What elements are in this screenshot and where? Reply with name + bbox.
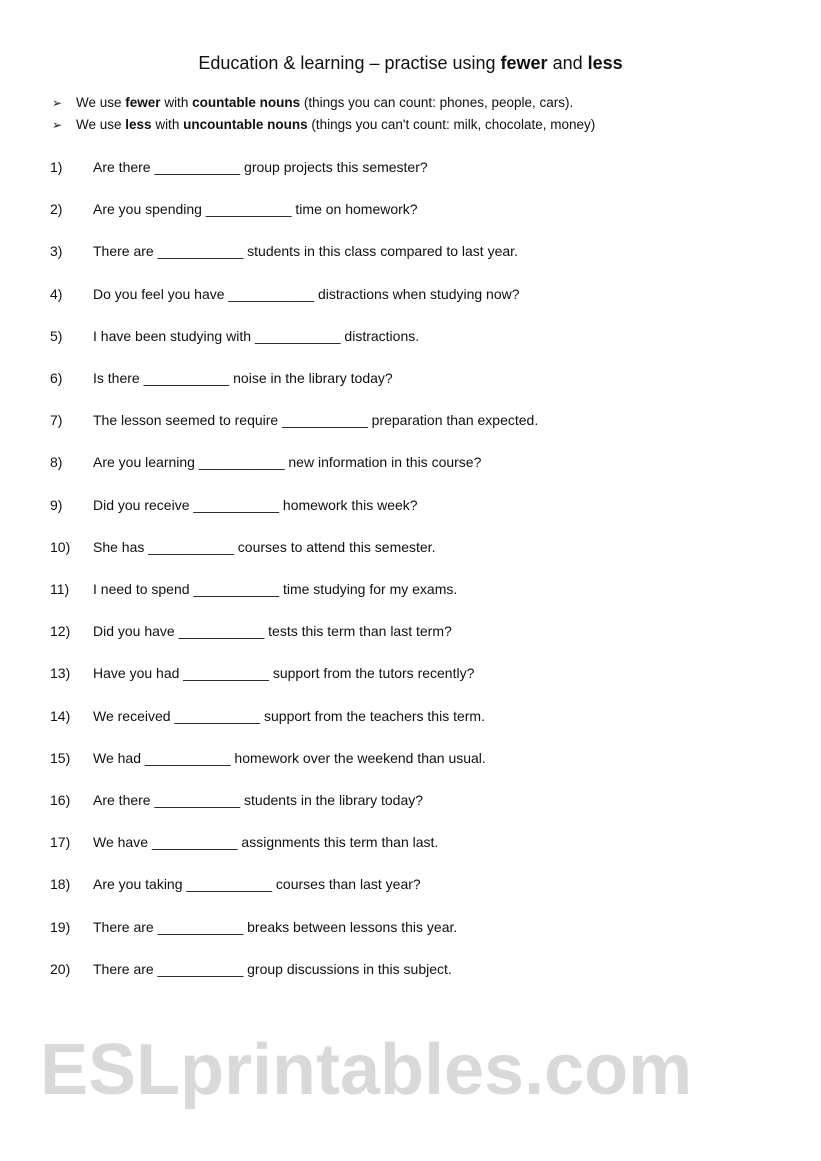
arrow-bullet-icon: ➢	[52, 96, 63, 110]
answer-blank[interactable]: ___________	[186, 876, 273, 893]
question-item	[50, 959, 452, 979]
rule-text: with	[160, 95, 193, 110]
question-number: 20)	[50, 960, 71, 977]
question-text-after: courses to attend this semester.	[233, 538, 436, 555]
question-item	[50, 368, 393, 388]
answer-blank[interactable]: ___________	[174, 707, 261, 724]
rule-text: We use	[76, 95, 126, 110]
rule-text: We use	[76, 117, 126, 132]
answer-blank[interactable]: ___________	[228, 285, 315, 302]
question-item	[50, 832, 438, 852]
question-number: 14)	[50, 707, 71, 724]
question-item	[50, 157, 428, 177]
question-text-after: breaks between lessons this year.	[243, 918, 458, 935]
question-text-after: new information in this course?	[284, 454, 482, 471]
question-number: 18)	[50, 876, 71, 893]
question-text-after: support from the teachers this term.	[260, 707, 485, 724]
answer-blank[interactable]: ___________	[148, 538, 234, 555]
question-text-before: We have	[93, 834, 152, 851]
question-item	[50, 452, 481, 472]
question-number: 2)	[50, 201, 63, 218]
question-number: 7)	[50, 412, 63, 429]
question-item	[50, 199, 418, 219]
question-number: 12)	[50, 623, 71, 640]
question-item	[50, 495, 418, 515]
title-and: and	[547, 53, 588, 73]
question-text-before: The lesson seemed to require	[93, 412, 283, 429]
answer-blank[interactable]: ___________	[205, 201, 292, 218]
rule-noun-type: countable nouns	[192, 95, 301, 110]
question-text-after: tests this term than last term?	[264, 623, 452, 640]
question-number: 4)	[50, 285, 63, 302]
question-text-after: noise in the library today?	[229, 370, 393, 386]
question-number: 3)	[50, 243, 63, 260]
question-text-before: Is there	[93, 370, 144, 386]
question-number: 17)	[50, 834, 71, 851]
question-number: 10)	[50, 538, 71, 555]
question-text-before: Are you spending	[93, 201, 206, 218]
answer-blank[interactable]: ___________	[183, 665, 269, 682]
question-item	[50, 917, 457, 937]
question-number: 8)	[50, 454, 63, 471]
question-text-after: assignments this term than last.	[237, 834, 439, 851]
question-text-before: I have been studying with	[93, 327, 255, 344]
arrow-bullet-icon: ➢	[52, 118, 63, 132]
answer-blank[interactable]: ___________	[193, 581, 280, 597]
question-text-before: Are there	[93, 792, 155, 808]
question-number: 5)	[50, 327, 63, 344]
question-text-after: time on homework?	[291, 201, 418, 218]
question-item	[50, 326, 419, 346]
question-number: 13)	[50, 665, 71, 682]
question-text-after: time studying for my exams.	[279, 581, 458, 597]
answer-blank[interactable]: ___________	[178, 623, 265, 640]
question-text-before: I need to spend	[93, 581, 194, 597]
question-item	[50, 241, 518, 261]
question-item	[50, 790, 423, 810]
question-number: 6)	[50, 370, 63, 386]
answer-blank[interactable]: ___________	[282, 412, 368, 429]
question-text-after: group discussions in this subject.	[243, 960, 452, 977]
question-item	[50, 748, 486, 768]
question-item	[50, 663, 474, 683]
answer-blank[interactable]: ___________	[143, 370, 230, 386]
answer-blank[interactable]: ___________	[154, 159, 241, 175]
question-text-before: Do you feel you have	[93, 285, 229, 302]
rules-list	[52, 92, 595, 136]
question-text-before: She has	[93, 538, 149, 555]
question-text-after: support from the tutors recently?	[268, 665, 475, 682]
page-title	[0, 53, 821, 74]
rule-keyword: less	[125, 117, 152, 132]
title-fewer: fewer	[500, 53, 548, 73]
question-number: 11)	[50, 581, 70, 597]
question-text-before: Did you receive	[93, 496, 194, 513]
question-number: 16)	[50, 792, 71, 808]
answer-blank[interactable]: ___________	[157, 918, 244, 935]
answer-blank[interactable]: ___________	[198, 454, 285, 471]
question-item	[50, 874, 421, 894]
rule-noun-type: uncountable nouns	[183, 117, 308, 132]
question-item	[50, 537, 435, 557]
answer-blank[interactable]: ___________	[157, 960, 244, 977]
rule-keyword: fewer	[125, 95, 161, 110]
question-number: 1)	[50, 159, 63, 175]
question-text-after: preparation than expected.	[367, 412, 539, 429]
question-item	[50, 621, 452, 641]
question-text-before: We received	[93, 707, 175, 724]
rule-text: with	[151, 117, 184, 132]
answer-blank[interactable]: ___________	[193, 496, 280, 513]
question-text-after: distractions when studying now?	[314, 285, 520, 302]
question-number: 19)	[50, 918, 71, 935]
question-text-after: courses than last year?	[272, 876, 421, 893]
question-text-after: homework over the weekend than usual.	[230, 749, 486, 766]
rule-examples: (things you can't count: milk, chocolate, money)	[307, 117, 596, 132]
title-text: Education & learning – practise using	[198, 53, 501, 73]
question-text-before: Are you learning	[93, 454, 199, 471]
question-text-before: We had	[93, 749, 145, 766]
question-text-after: students in the library today?	[240, 792, 424, 808]
answer-blank[interactable]: ___________	[144, 749, 231, 766]
rule-item	[52, 92, 595, 114]
question-text-after: homework this week?	[279, 496, 418, 513]
title-less: less	[587, 53, 623, 73]
question-text-after: students in this class compared to last year.	[243, 243, 518, 260]
question-text-before: Have you had	[93, 665, 184, 682]
question-text-before: There are	[93, 960, 158, 977]
answer-blank[interactable]: ___________	[254, 327, 341, 344]
question-text-before: There are	[93, 918, 158, 935]
question-text-after: group projects this semester?	[240, 159, 428, 175]
question-text-before: Are you taking	[93, 876, 187, 893]
question-item	[50, 579, 457, 599]
question-number: 9)	[50, 496, 63, 513]
question-text-after: distractions.	[340, 327, 420, 344]
answer-blank[interactable]: ___________	[154, 792, 241, 808]
question-text-before: There are	[93, 243, 158, 260]
answer-blank[interactable]: ___________	[151, 834, 238, 851]
question-text-before: Are there	[93, 159, 155, 175]
question-number: 15)	[50, 749, 71, 766]
question-item	[50, 284, 520, 304]
question-text-before: Did you have	[93, 623, 179, 640]
answer-blank[interactable]: ___________	[157, 243, 244, 260]
question-item	[50, 410, 538, 430]
watermark: ESLprintables.com	[40, 1030, 693, 1110]
question-item	[50, 706, 485, 726]
rule-item	[52, 114, 595, 136]
rule-examples: (things you can count: phones, people, cars).	[300, 95, 574, 110]
